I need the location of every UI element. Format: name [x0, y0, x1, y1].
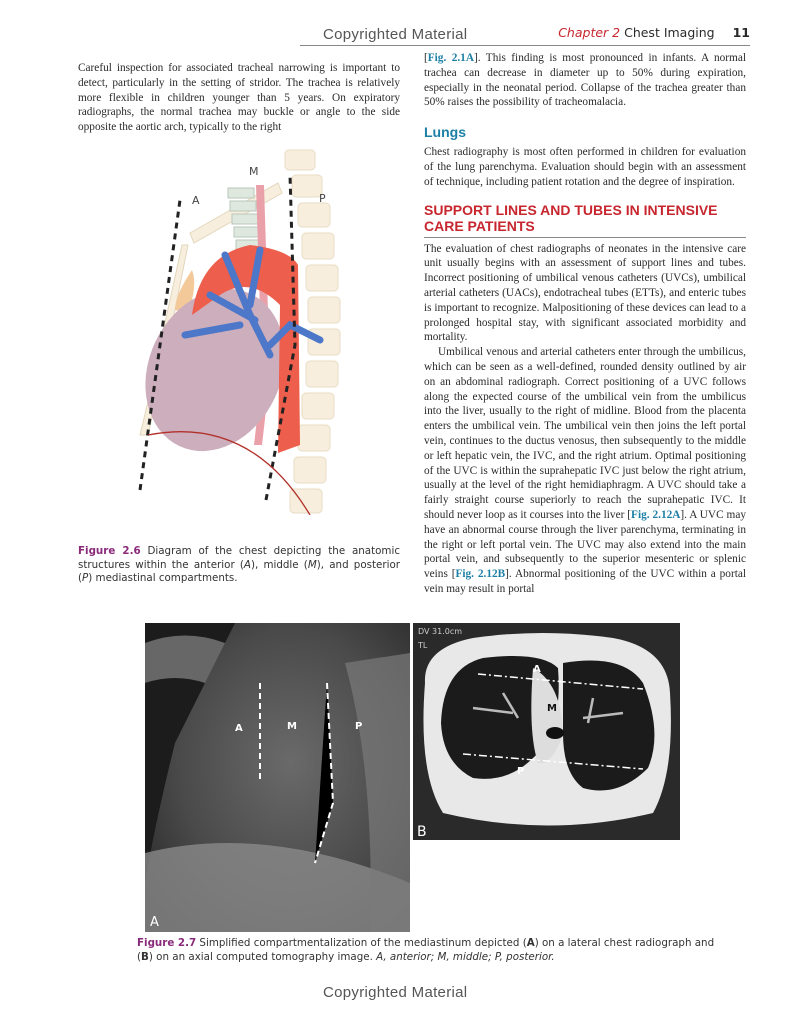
label-posterior: P [517, 766, 525, 777]
label-posterior: P [355, 721, 363, 732]
body-paragraph: Chest radiography is most often performed in children for evaluation of the lung parenchyma. Evaluation should begin with an assessment of technique, including patient rotation and the degree of inspiration. [424, 146, 746, 188]
body-paragraph: Umbilical venous and arterial catheters enter through the umbilicus, which can be seen as a well-defined, rounded density outlined by air on an abdominal radiograph. Correct positioning of a UVC follows along the expected course of the umbilical vein from the umbilicus into the liver, usually to the right of midline. Blood from the placenta enters the umbilical vein. The umbilical vein then joins the left portal vein, continues to the ductus venosus, then subsequently to the middle or left hepatic vein, the IVC, and the right atrium. Optimal positioning of the UVC is within the suprahepatic IVC just below the right atrium, usually at the level of the right hemidiaphragm. A UVC should take a fairly straight course superiorly to reach the suprahepatic IVC. It should never loop as it courses into the liver [Fig. 2.12A]. A UVC may have an abnormal course through the liver parenchyma, terminating in the right or left portal vein. The UVC may also extend into the main portal vein, and subsequently to the superior mesenteric or splenic veins [Fig. 2.12B]. Abnormal positioning of the UVC within a portal vein may result in portal [424, 346, 746, 595]
page-number: 11 [732, 25, 750, 40]
panel-letter: B [417, 824, 427, 840]
chapter-label: Chapter 2 [558, 25, 621, 40]
ct-overlay-text: DV 31.0cm [418, 627, 463, 636]
label-anterior: A [192, 194, 200, 207]
watermark-bottom: Copyrighted Material [323, 984, 468, 1001]
chapter-title: Chest Imaging [624, 25, 715, 40]
figure-2-7b-ct [413, 623, 680, 840]
figure-2-6-caption: Figure 2.6 Diagram of the chest depicting the anatomic structures within the anterior (A), middle (M), and posterior (P) mediastinal compartments. [78, 545, 401, 584]
body-paragraph: Careful inspection for associated tracheal narrowing is important to detect, particularly in the setting of stridor. The trachea is relatively more flexible in children younger than 5 years. On expiratory radiographs, the normal trachea may buckle or angle to the side opposite the aortic arch, typically to the right [78, 62, 400, 134]
figure-2-7-caption: Figure 2.7 Simplified compartmentalization of the mediastinum depicted (A) on a lateral chest radiograph and (B) on an axial computed tomography image. A, anterior; M, middle; P, posterior. [137, 937, 715, 963]
running-header [540, 25, 750, 40]
header-rule [300, 45, 750, 46]
watermark-top: Copyrighted Material [323, 26, 468, 43]
label-middle: M [547, 703, 557, 714]
figure-2-6-diagram [130, 145, 410, 515]
figure-link[interactable]: Fig. 2.12A [631, 508, 681, 521]
label-anterior: A [533, 664, 541, 675]
figure-link[interactable]: Fig. 2.1A [427, 52, 474, 64]
section-heading-support: SUPPORT LINES AND TUBES IN INTENSIVE CARE PATIENTS [424, 202, 746, 238]
panel-letter: A [150, 915, 159, 930]
label-posterior: P [319, 192, 326, 205]
figure-2-7a-radiograph [145, 623, 410, 932]
ct-overlay-text-2: TL [418, 641, 428, 650]
label-middle: M [287, 721, 297, 732]
label-middle: M [249, 165, 259, 178]
body-paragraph: [Fig. 2.1A]. This finding is most pronounced in infants. A normal trachea can decrease in diameter up to 50% during expiration, especially in the neonatal period. Collapse of the trachea greater than 50% raises the possibility of tracheomalacia. [424, 52, 746, 109]
left-column [78, 61, 400, 135]
label-anterior: A [235, 723, 243, 734]
section-heading-lungs: Lungs [424, 124, 466, 141]
body-paragraph: The evaluation of chest radiographs of neonates in the intensive care unit usually begins with an assessment of support lines and tubes. Incorrect positioning of umbilical venous catheters (UVCs), umbilical arterial catheters (UACs), endotracheal tubes (ETTs), and enteric tubes is important to recognize. Malpositioning of these devices can lead to a prolonged hospital stay, with significant associated morbidity and mortality. [424, 242, 746, 344]
figure-link[interactable]: Fig. 2.12B [455, 568, 506, 581]
right-column [424, 51, 746, 597]
